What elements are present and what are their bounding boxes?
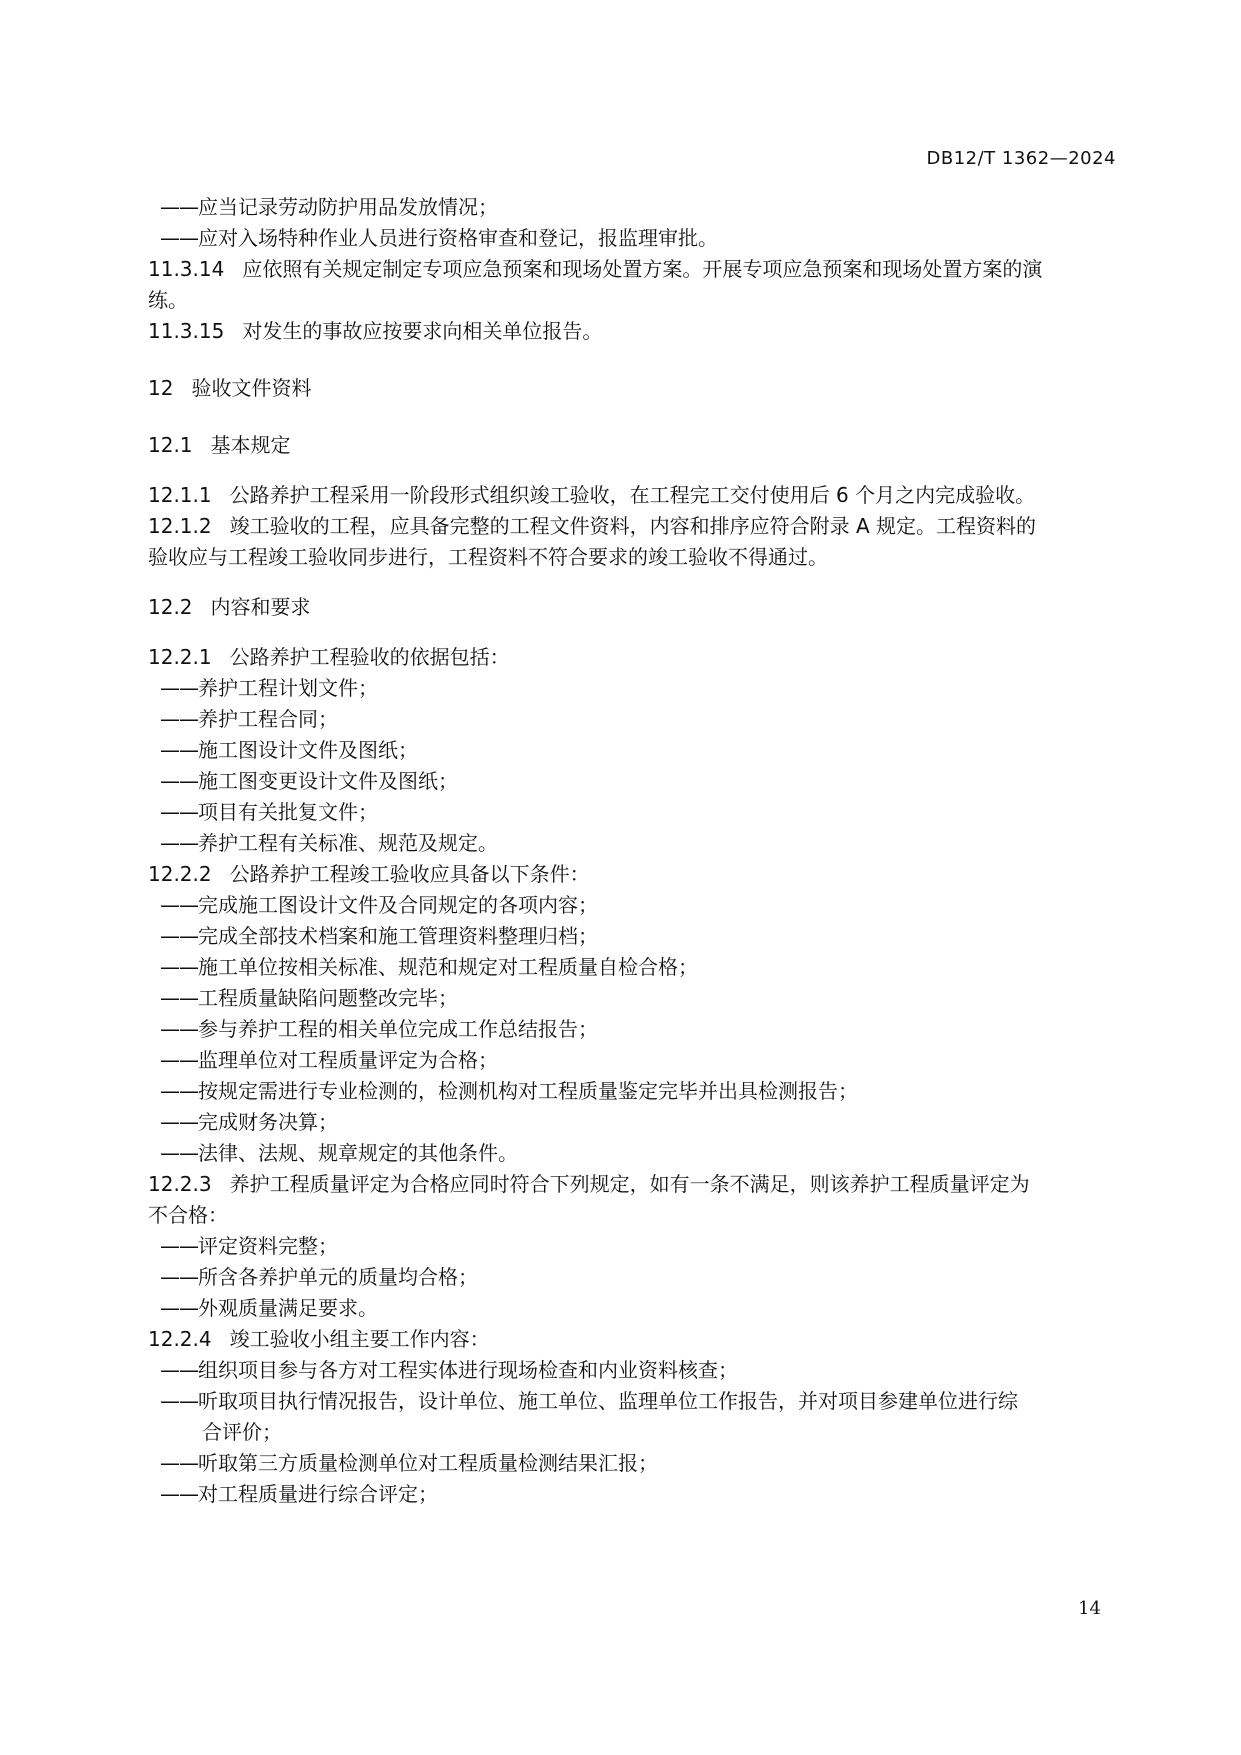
clause-12-2-4: 12.2.4 竣工验收小组主要工作内容： — [148, 1327, 490, 1351]
list-item: ——施工图设计文件及图纸； — [160, 738, 418, 762]
clause-12-1-1: 12.1.1 公路养护工程采用一阶段形式组织竣工验收，在工程完工交付使用后 6 个月之内完成验收。 — [148, 483, 1036, 507]
list-item: ——完成财务决算； — [160, 1110, 338, 1134]
list-item: ——组织项目参与各方对工程实体进行现场检查和内业资料核查； — [160, 1358, 738, 1382]
clause-12-2-1: 12.2.1 公路养护工程验收的依据包括： — [148, 645, 510, 669]
list-item: ——养护工程计划文件； — [160, 676, 378, 700]
list-item: ——完成全部技术档案和施工管理资料整理归档； — [160, 924, 598, 948]
list-item: ——项目有关批复文件； — [160, 800, 378, 824]
clause-continuation: 不合格： — [148, 1203, 228, 1227]
list-item: ——听取第三方质量检测单位对工程质量检测结果汇报； — [160, 1451, 658, 1475]
section-heading-12-1: 12.1 基本规定 — [148, 433, 291, 457]
list-item: ——所含各养护单元的质量均合格； — [160, 1265, 478, 1289]
section-heading-12: 12 验收文件资料 — [148, 376, 312, 400]
list-item: ——外观质量满足要求。 — [160, 1296, 378, 1320]
clause-12-2-3: 12.2.3 养护工程质量评定为合格应同时符合下列规定，如有一条不满足，则该养护工程质量评定为 — [148, 1172, 1030, 1196]
list-item: ——施工图变更设计文件及图纸； — [160, 769, 458, 793]
page-number: 14 — [1078, 1598, 1101, 1619]
clause-continuation: 练。 — [148, 288, 188, 312]
list-item: ——施工单位按相关标准、规范和规定对工程质量自检合格； — [160, 955, 698, 979]
list-item: ——监理单位对工程质量评定为合格； — [160, 1048, 498, 1072]
list-item: ——应当记录劳动防护用品发放情况； — [160, 195, 498, 219]
list-item: ——法律、法规、规章规定的其他条件。 — [160, 1141, 518, 1165]
list-item: ——养护工程合同； — [160, 707, 338, 731]
list-item: ——评定资料完整； — [160, 1234, 338, 1258]
clause-continuation: 验收应与工程竣工验收同步进行，工程资料不符合要求的竣工验收不得通过。 — [148, 545, 828, 569]
list-item: ——养护工程有关标准、规范及规定。 — [160, 831, 498, 855]
list-item: ——按规定需进行专业检测的，检测机构对工程质量鉴定完毕并出具检测报告； — [160, 1079, 858, 1103]
clause-12-1-2: 12.1.2 竣工验收的工程，应具备完整的工程文件资料，内容和排序应符合附录 A 规定。工程资料的 — [148, 514, 1037, 538]
document-body — [148, 192, 1123, 1510]
list-item: ——应对入场特种作业人员进行资格审查和登记，报监理审批。 — [160, 226, 718, 250]
clause-12-2-2: 12.2.2 公路养护工程竣工验收应具备以下条件： — [148, 862, 590, 886]
section-heading-12-2: 12.2 内容和要求 — [148, 595, 311, 619]
list-item-continuation: 合评价； — [202, 1420, 282, 1444]
document-code: DB12/T 1362—2024 — [926, 148, 1116, 169]
list-item: ——听取项目执行情况报告，设计单位、施工单位、监理单位工作报告，并对项目参建单位进行综 — [160, 1389, 1018, 1413]
list-item: ——对工程质量进行综合评定； — [160, 1482, 438, 1506]
clause-11-3-15: 11.3.15 对发生的事故应按要求向相关单位报告。 — [148, 319, 603, 343]
list-item: ——工程质量缺陷问题整改完毕； — [160, 986, 458, 1010]
clause-11-3-14: 11.3.14 应依照有关规定制定专项应急预案和现场处置方案。开展专项应急预案和现场处置方案的演 — [148, 257, 1043, 281]
list-item: ——参与养护工程的相关单位完成工作总结报告； — [160, 1017, 598, 1041]
list-item: ——完成施工图设计文件及合同规定的各项内容； — [160, 893, 598, 917]
